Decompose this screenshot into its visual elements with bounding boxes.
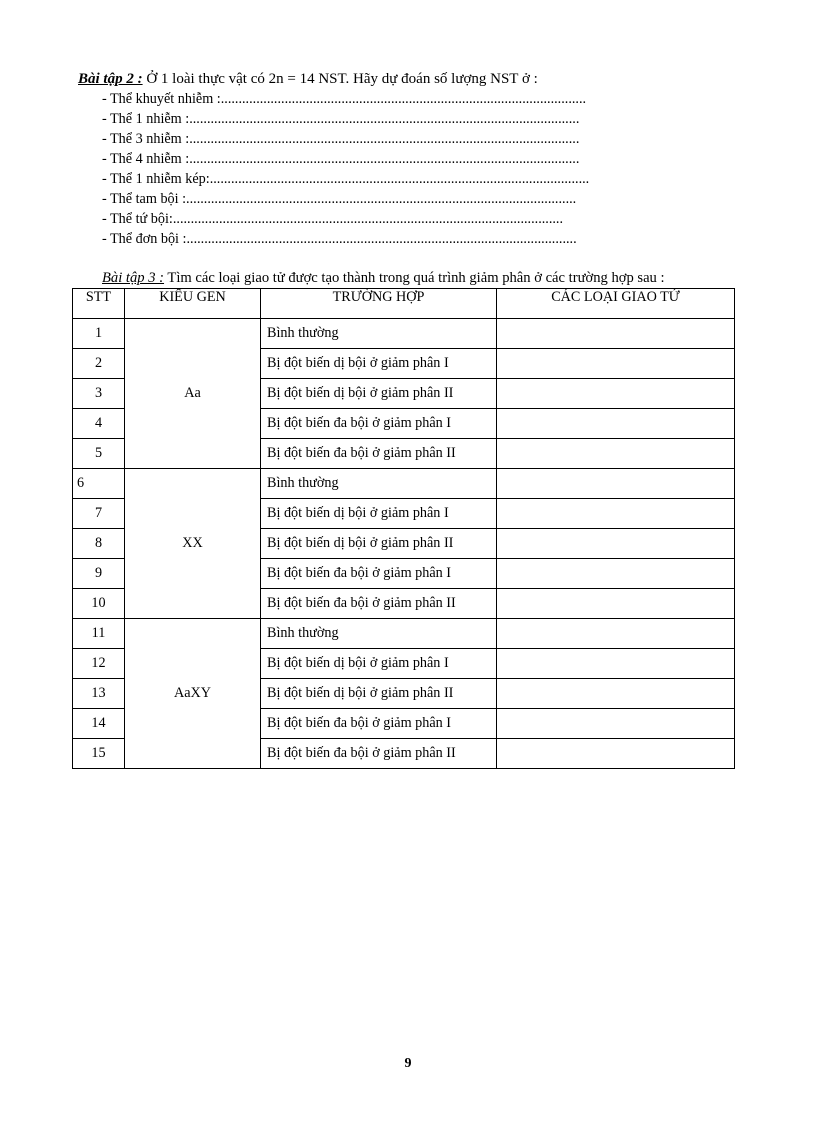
cell-stt: 13	[73, 679, 125, 709]
cell-gametes[interactable]	[497, 529, 735, 559]
answer-line: - Thể tứ bội:..............................................................................................................	[102, 211, 564, 227]
cell-case: Bị đột biến đa bội ở giảm phân II	[261, 589, 497, 619]
cell-case: Bị đột biến dị bội ở giảm phân II	[261, 379, 497, 409]
exercise-3-heading	[102, 269, 665, 287]
cell-case: Bị đột biến đa bội ở giảm phân I	[261, 709, 497, 739]
cell-stt: 2	[73, 349, 125, 379]
cell-gametes[interactable]	[497, 709, 735, 739]
cell-case: Bình thường	[261, 319, 497, 349]
table-row	[73, 319, 735, 349]
answer-line: - Thể tam bội :..............................................................................................................	[102, 191, 577, 207]
cell-stt: 12	[73, 649, 125, 679]
cell-case: Bị đột biến dị bội ở giảm phân I	[261, 499, 497, 529]
cell-gametes[interactable]	[497, 469, 735, 499]
cell-gametes[interactable]	[497, 499, 735, 529]
cell-gametes[interactable]	[497, 349, 735, 379]
cell-stt: 15	[73, 739, 125, 769]
table-row	[73, 619, 735, 649]
exercise-2-text: Ở 1 loài thực vật có 2n = 14 NST. Hãy dự đoán số lượng NST ở :	[142, 71, 538, 87]
exercise-3-label: Bài tập 3 :	[102, 270, 165, 286]
header-stt: STT	[73, 289, 125, 319]
cell-stt: 6	[73, 469, 125, 499]
cell-stt: 4	[73, 409, 125, 439]
cell-gametes[interactable]	[497, 649, 735, 679]
answer-line: - Thể 1 nhiễm :..............................................................................................................	[102, 111, 580, 127]
cell-genotype: AaXY	[125, 619, 261, 769]
header-genotype: KIỂU GEN	[125, 289, 261, 319]
answer-line: - Thể 4 nhiễm :..............................................................................................................	[102, 151, 580, 167]
cell-case: Bị đột biến đa bội ở giảm phân I	[261, 409, 497, 439]
cell-stt: 3	[73, 379, 125, 409]
cell-stt: 9	[73, 559, 125, 589]
cell-case: Bình thường	[261, 469, 497, 499]
exercise-2-heading	[78, 70, 538, 88]
cell-gametes[interactable]	[497, 679, 735, 709]
cell-case: Bị đột biến dị bội ở giảm phân II	[261, 529, 497, 559]
cell-case: Bị đột biến đa bội ở giảm phân II	[261, 439, 497, 469]
cell-gametes[interactable]	[497, 409, 735, 439]
cell-genotype: Aa	[125, 319, 261, 469]
cell-stt: 7	[73, 499, 125, 529]
page-number: 9	[404, 1056, 412, 1071]
exercise-2-answer-lines	[102, 89, 742, 249]
answer-line: - Thể khuyết nhiễm :.......................................................................................................	[102, 91, 587, 107]
cell-stt: 11	[73, 619, 125, 649]
answer-line: - Thể 1 nhiễm kép:...........................................................................................................	[102, 171, 590, 187]
cell-gametes[interactable]	[497, 619, 735, 649]
cell-stt: 5	[73, 439, 125, 469]
cell-gametes[interactable]	[497, 439, 735, 469]
table-row	[73, 469, 735, 499]
cell-gametes[interactable]	[497, 739, 735, 769]
exercise-2-label: Bài tập 2 :	[78, 71, 143, 87]
cell-case: Bị đột biến đa bội ở giảm phân I	[261, 559, 497, 589]
cell-stt: 8	[73, 529, 125, 559]
cell-gametes[interactable]	[497, 379, 735, 409]
header-case: TRƯỜNG HỢP	[261, 289, 497, 319]
table-body	[73, 319, 735, 769]
cell-gametes[interactable]	[497, 319, 735, 349]
gamete-table	[72, 288, 735, 769]
header-gametes: CÁC LOẠI GIAO TỬ	[497, 289, 735, 319]
cell-stt: 14	[73, 709, 125, 739]
cell-genotype: XX	[125, 469, 261, 619]
exercise-3-text: Tìm các loại giao tử được tạo thành trong quá trình giảm phân ở các trường hợp sau :	[164, 270, 665, 286]
cell-gametes[interactable]	[497, 559, 735, 589]
cell-case: Bình thường	[261, 619, 497, 649]
cell-stt: 10	[73, 589, 125, 619]
cell-case: Bị đột biến dị bội ở giảm phân I	[261, 649, 497, 679]
cell-stt: 1	[73, 319, 125, 349]
table-header-row	[73, 289, 735, 319]
answer-line: - Thể đơn bội :..............................................................................................................	[102, 231, 577, 247]
cell-gametes[interactable]	[497, 589, 735, 619]
answer-line: - Thể 3 nhiễm :..............................................................................................................	[102, 131, 580, 147]
cell-case: Bị đột biến dị bội ở giảm phân II	[261, 679, 497, 709]
cell-case: Bị đột biến đa bội ở giảm phân II	[261, 739, 497, 769]
cell-case: Bị đột biến dị bội ở giảm phân I	[261, 349, 497, 379]
